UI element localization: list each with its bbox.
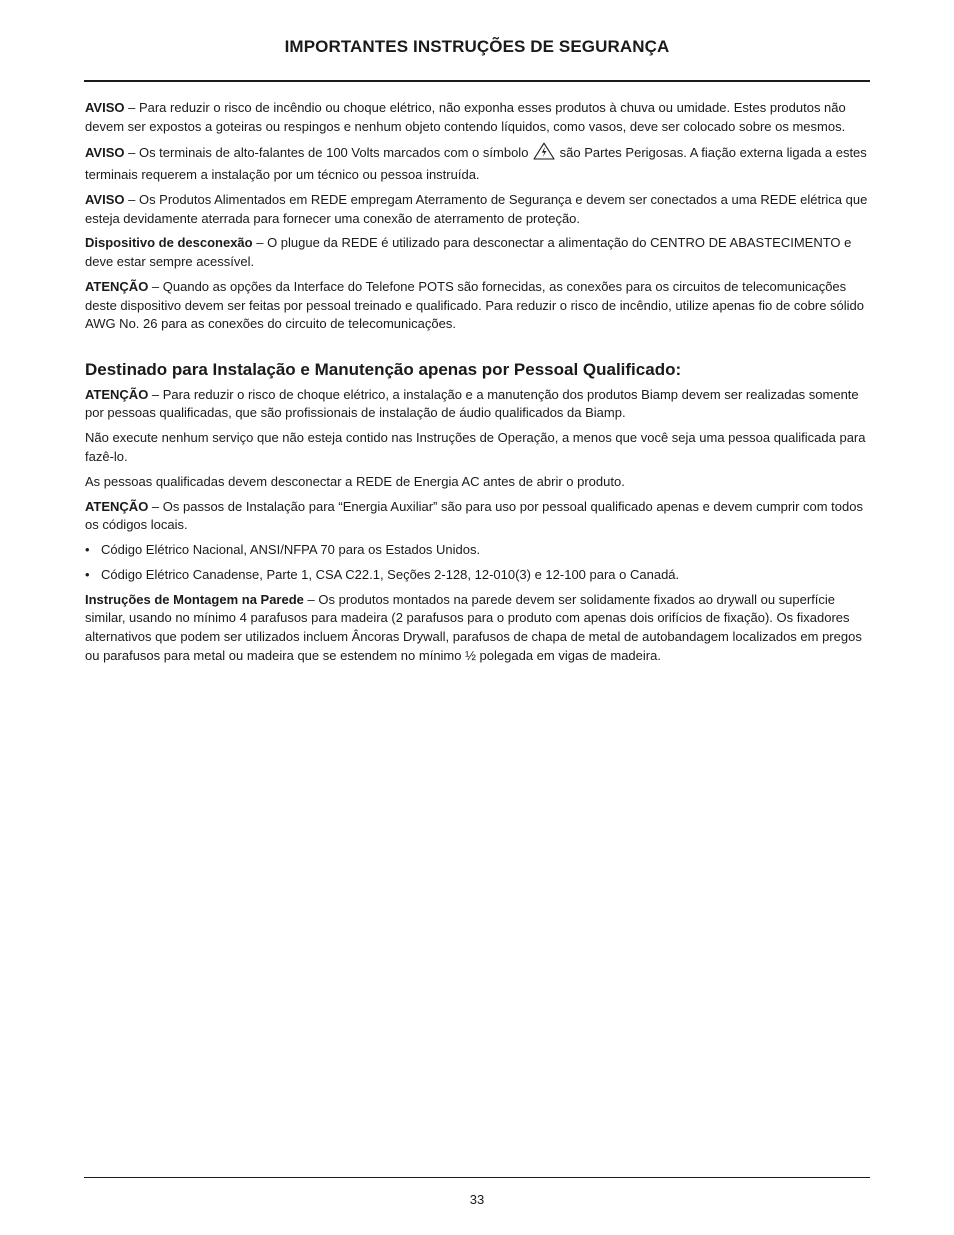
list-item-text: Código Elétrico Canadense, Parte 1, CSA C22.1, Seções 2-128, 12-010(3) e 12-100 para o Canadá.: [101, 566, 680, 582]
warning-triangle-icon: [533, 142, 555, 166]
page-content: [85, 99, 873, 672]
paragraph-lead: AVISO: [85, 145, 125, 161]
wall-mount-paragraph: [85, 591, 873, 665]
paragraph-lead: Dispositivo de desconexão: [85, 235, 253, 251]
warning-paragraph-2: [85, 142, 873, 184]
attention-paragraph-qualified: [85, 386, 873, 423]
page-number: 33: [469, 1192, 485, 1207]
paragraph-lead: ATENÇÃO: [85, 386, 149, 402]
paragraph-text: – O plugue da REDE é utilizado para desconectar a alimentação do CENTRO DE ABASTECIMENTO e deve estar sempre acessível.: [85, 235, 852, 270]
paragraph-lead: AVISO: [85, 100, 125, 115]
disconnect-ac-paragraph: As pessoas qualificadas devem desconectar a REDE de Energia AC antes de abrir o produto.: [85, 473, 625, 489]
service-paragraph: Não execute nenhum serviço que não esteja contido nas Instruções de Operação, a menos que você seja uma pessoa qualificada para fazê-lo.: [85, 430, 866, 464]
disconnect-device-paragraph: [85, 234, 873, 271]
header-divider: [84, 80, 870, 82]
paragraph-text: – Para reduzir o risco de incêndio ou choque elétrico, não exponha esses produtos à chuva ou umidade. Estes produtos não devem ser expostos a goteiras ou respingos e nenhum objeto contendo líquidos, como vasos, deve ser colocado sobre os mesmos.: [85, 100, 846, 134]
paragraph-lead: AVISO: [85, 191, 125, 207]
section-heading: Destinado para Instalação e Manutenção apenas por Pessoal Qualificado:: [85, 359, 682, 379]
paragraph-lead: ATENÇÃO: [85, 498, 149, 514]
paragraph-text: – Os passos de Instalação para “Energia Auxiliar” são para uso por pessoal qualificado apenas e devem cumprir com todos os códigos locais.: [85, 498, 863, 533]
paragraph-text: – Os produtos montados na parede devem ser solidamente fixados ao drywall ou superfície similar, usando no mínimo 4 parafusos para madeira (2 parafusos para o produto com apenas dois orifícios de fixação). Os fixadores alternativos que podem ser utilizados incluem Âncoras Drywall, parafusos de chapa de metal de autobandagem localizados em pregos ou parafusos para metal ou madeira que se estendem no mínimo ½ polegada em vigas de madeira.: [85, 591, 862, 663]
paragraph-text: – Os Produtos Alimentados em REDE empregam Aterramento de Segurança e devem ser conectados a uma REDE elétrica que esteja devidamente aterrada para fornecer uma conexão de aterramento de proteção.: [85, 191, 868, 226]
warning-paragraph-1: [85, 99, 873, 136]
paragraph-text: são Partes Perigosas. A fiação externa ligada a estes terminais requerem a instalação por um técnico ou pessoa instruída.: [85, 145, 867, 183]
bullet-marker: •: [85, 542, 90, 558]
list-item-canada-code: [85, 566, 873, 585]
paragraph-text: – Quando as opções da Interface do Telefone POTS são fornecidas, as conexões para os circuitos de telecomunicações deste dispositivo devem ser feitas por pessoal treinado e qualificado. Para reduzir o risco de incêndio, utilize apenas fio de cobre sólido AWG No. 26 para as conexões do circuito de telecomunicações.: [85, 278, 865, 332]
list-item-us-code: [85, 541, 873, 560]
warning-paragraph-3: [85, 191, 873, 228]
footer-divider: [84, 1177, 870, 1178]
list-item-text: Código Elétrico Nacional, ANSI/NFPA 70 para os Estados Unidos.: [101, 542, 481, 558]
attention-paragraph-pots: [85, 278, 873, 334]
attention-paragraph-auxiliary: [85, 498, 873, 535]
page-header-title: IMPORTANTES INSTRUÇÕES DE SEGURANÇA: [284, 37, 670, 56]
bullet-marker: •: [85, 566, 90, 582]
paragraph-text: – Para reduzir o risco de choque elétrico, a instalação e a manutenção dos produtos Biamp devem ser realizadas somente por pessoas qualificadas, que são profissionais de instalação de áudio qualificados da Biamp.: [85, 386, 859, 421]
paragraph-lead: Instruções de Montagem na Parede: [85, 591, 304, 607]
paragraph-lead: ATENÇÃO: [85, 278, 149, 294]
paragraph-text: – Os terminais de alto-falantes de 100 Volts marcados com o símbolo: [124, 145, 533, 161]
